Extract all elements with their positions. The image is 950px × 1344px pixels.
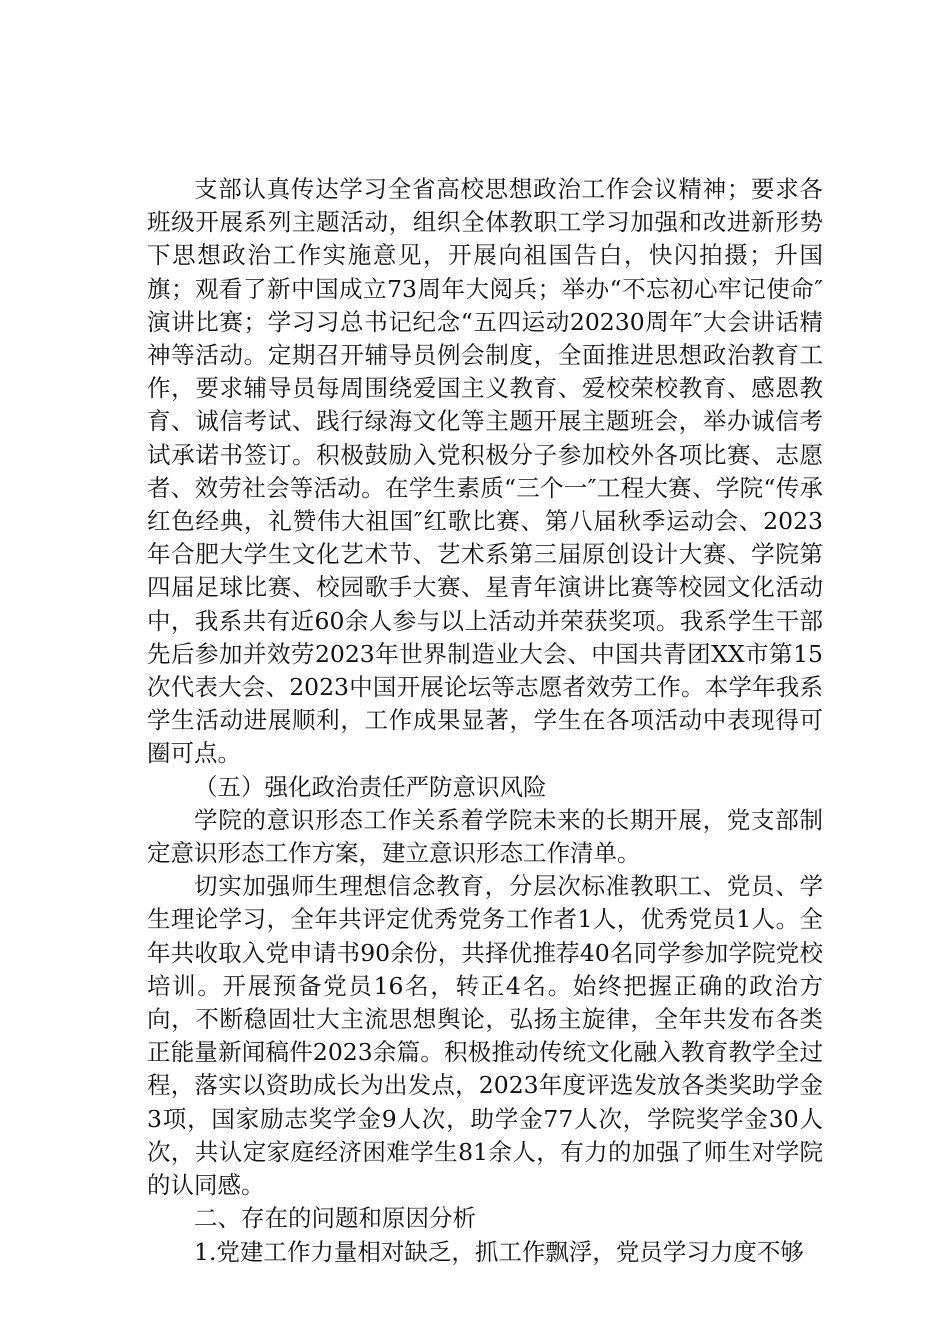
paragraph-ideology-work: 学院的意识形态工作关系着学院未来的长期开展，党支部制定意识形态工作方案，建立意识形态工作清单。 — [147, 805, 823, 868]
document-body — [147, 173, 823, 1269]
paragraph-belief-education: 切实加强师生理想信念教育，分层次标准教职工、党员、学生理论学习，全年共评定优秀党务工作者1人，优秀党员1人。全年共收取入党申请书90余份，共择优推荐40名同学参加学院党校培训。开展预备党员16名，转正4名。始终把握正确的政治方向，不断稳固壮大主流思想舆论，弘扬主旋律，全年共发布各类正能量新闻稿件2023余篇。积极推动传统文化融入教育教学全过程，落实以资助成长为出发点，2023年度评选发放各类奖助学金3项，国家励志奖学金9人次，助学金77人次，学院奖学金30人次，共认定家庭经济困难学生81余人，有力的加强了师生对学院的认同感。 — [147, 872, 823, 1200]
section-heading-problems: 二、存在的问题和原因分析 — [194, 1204, 476, 1233]
section-heading-ideology-risk: （五）强化政治责任严防意识风险 — [194, 772, 547, 801]
paragraph-student-activities: 支部认真传达学习全省高校思想政治工作会议精神；要求各班级开展系列主题活动，组织全体教职工学习加强和改进新形势下思想政治工作实施意见，开展向祖国告白，快闪拍摄；升国旗；观看了新中国成立73周年大阅兵；举办“不忘初心牢记使命″演讲比赛；学习习总书记纪念“五四运动20230周年″大会讲话精神等活动。定期召开辅导员例会制度，全面推进思想政治教育工作，要求辅导员每周围绕爱国主义教育、爱校荣校教育、感恩教育、诚信考试、践行绿海文化等主题开展主题班会，举办诚信考试承诺书签订。积极鼓励入党积极分子参加校外各项比赛、志愿者、效劳社会等活动。在学生素质“三个一″工程大赛、学院“传承红色经典，礼赞伟大祖国″红歌比赛、第八届秋季运动会、2023年合肥大学生文化艺术节、艺术系第三届原创设计大赛、学院第四届足球比赛、校园歌手大赛、星青年演讲比赛等校园文化活动中，我系共有近60余人参与以上活动并荣获奖项。我系学生干部先后参加并效劳2023年世界制造业大会、中国共青团XX市第15次代表大会、2023中国开展论坛等志愿者效劳工作。本学年我系学生活动进展顺利，工作成果显著，学生在各项活动中表现得可圈可点。 — [147, 175, 823, 768]
paragraph-problem-1: 1.党建工作力量相对缺乏，抓工作飘浮，党员学习力度不够 — [194, 1237, 804, 1266]
